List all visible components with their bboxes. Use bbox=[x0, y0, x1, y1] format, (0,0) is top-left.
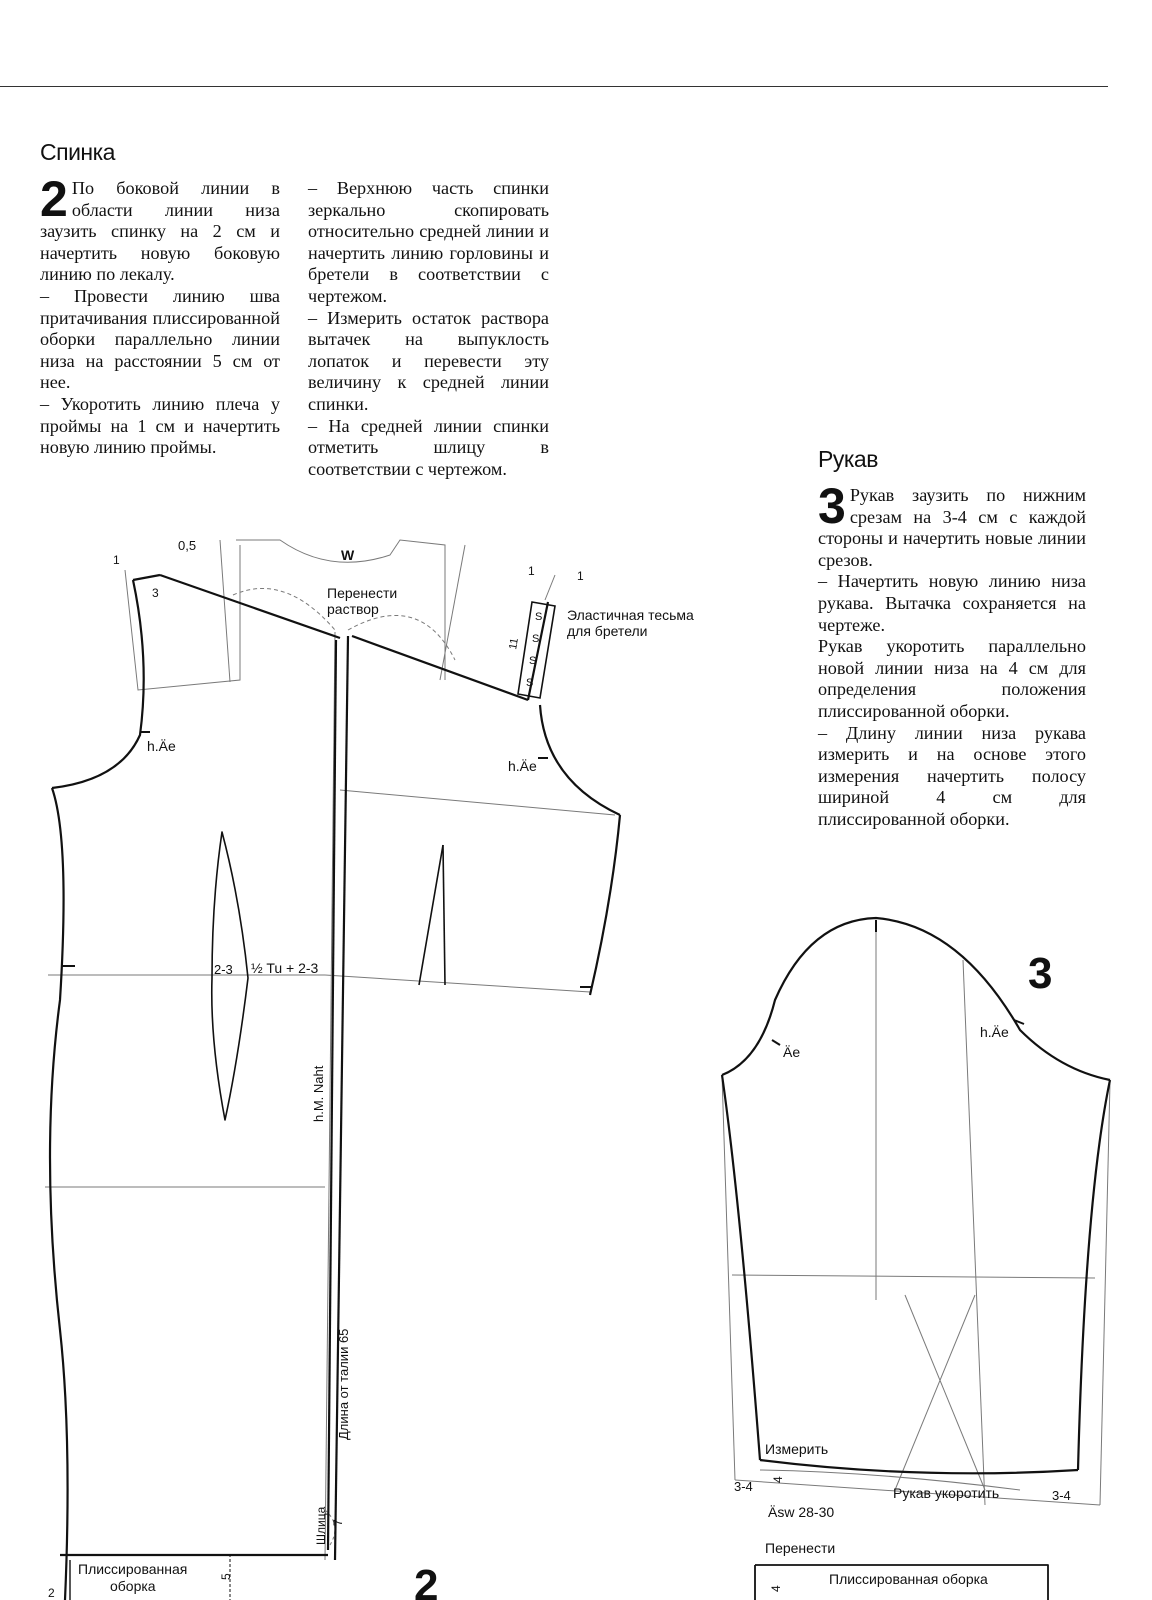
sleeve-paragraph-1: Рукав заузить по нижним срезам на 3-4 см с каждой стороны и начертить новые линии срезов. bbox=[818, 485, 1086, 570]
label-side-2: 2 bbox=[48, 1586, 55, 1600]
back-step-number: 2 bbox=[40, 171, 68, 227]
label-shoulder-1: 1 bbox=[113, 553, 120, 567]
label-frill-1: Плиссированная bbox=[78, 1561, 188, 1577]
sleeve-paragraph-3: Рукав укоротить параллельно новой линии низа на 4 см для определения положения плиссированной оборки. bbox=[818, 636, 1086, 721]
label-sleeve-frill-4: 4 bbox=[769, 1585, 783, 1592]
label-left-34: 3-4 bbox=[734, 1479, 753, 1494]
label-waist: ½ Tu + 2-3 bbox=[251, 960, 319, 976]
label-slit: Шлица bbox=[314, 1506, 328, 1545]
label-ae: Äe bbox=[783, 1044, 801, 1060]
label-neck-05: 0,5 bbox=[178, 538, 197, 553]
label-seam: h.M. Naht bbox=[311, 1065, 326, 1122]
sleeve-construction-lines bbox=[722, 920, 1110, 1505]
label-transfer: Перенести bbox=[765, 1540, 836, 1556]
figure-number-3: 3 bbox=[1028, 949, 1053, 998]
label-transfer-dart-2: раствор bbox=[327, 601, 379, 617]
label-strap-11: 11 bbox=[507, 637, 521, 651]
label-strap-1a: 1 bbox=[528, 564, 535, 578]
sleeve-section-title: Рукав bbox=[818, 446, 878, 472]
label-measure: Измерить bbox=[765, 1441, 829, 1457]
label-frill-2: оборка bbox=[110, 1578, 156, 1594]
label-elastic-1: Эластичная тесьма bbox=[567, 607, 694, 623]
label-dart-23: 2-3 bbox=[214, 962, 233, 977]
label-asw: Äsw 28-30 bbox=[768, 1504, 835, 1520]
label-strap-s4: S bbox=[526, 677, 534, 689]
back-paragraph-2: – Провести линию шва притачивания плиссированной оборки параллельно линии низа на расстоянии 5 см от нее. bbox=[40, 285, 280, 393]
label-shoulder-3: 3 bbox=[152, 586, 159, 600]
back-paragraph-1: По боковой линии в области линии низа заузить спинку на 2 см и начертить новую боковую линию по лекалу. bbox=[40, 178, 280, 285]
label-h-ae: h.Äe bbox=[980, 1024, 1009, 1040]
back-paragraph-6: – На средней линии спинки отметить шлицу в соответствии с чертежом. bbox=[308, 415, 549, 479]
back-paragraph-4: – Верхнюю часть спинки зеркально скопировать относительно средней линии и начертить линию горловины и бретели в соответствии с чертежом. bbox=[308, 178, 549, 306]
sleeve-step-number: 3 bbox=[818, 478, 846, 534]
label-strap-s2: S bbox=[532, 633, 540, 645]
label-transfer-dart-1: Перенести bbox=[327, 585, 398, 601]
label-strap-s1: S bbox=[535, 611, 543, 623]
label-w: W bbox=[341, 547, 355, 563]
label-armhole-left: h.Äe bbox=[147, 738, 176, 754]
back-paragraph-5: – Измерить остаток раствора вытачек на выпуклость лопаток и перевести эту величину к средней линии спинки. bbox=[308, 307, 549, 414]
back-outline bbox=[50, 575, 620, 1600]
label-four: 4 bbox=[771, 1476, 785, 1483]
figure-number-2: 2 bbox=[414, 1561, 439, 1600]
label-length: Длина от талии 65 bbox=[336, 1328, 351, 1440]
label-slit-7: 7 bbox=[331, 1519, 345, 1526]
label-right-34: 3-4 bbox=[1052, 1488, 1071, 1503]
back-paragraph-3: – Укоротить линию плеча у проймы на 1 см и начертить новую линию проймы. bbox=[40, 393, 280, 458]
label-sleeve-frill: Плиссированная оборка bbox=[829, 1571, 988, 1587]
sleeve-paragraph-4: – Длину линии низа рукава измерить и на основе этого измерения начертить полосу шириной 4 см для плиссированной оборки. bbox=[818, 722, 1086, 829]
label-strap-1b: 1 bbox=[577, 569, 584, 583]
back-ticks bbox=[62, 732, 592, 1600]
label-frill-5: 5 bbox=[219, 1573, 233, 1580]
label-elastic-2: для бретели bbox=[567, 623, 648, 639]
sleeve-paragraph-2: – Начертить новую линию низа рукава. Вытачка сохраняется на чертеже. bbox=[818, 571, 1086, 635]
back-section-title: Спинка bbox=[40, 139, 115, 165]
label-armhole-right: h.Äe bbox=[508, 758, 537, 774]
label-strap-s3: S bbox=[529, 655, 537, 667]
label-shorten: Рукав укоротить bbox=[893, 1485, 1000, 1501]
